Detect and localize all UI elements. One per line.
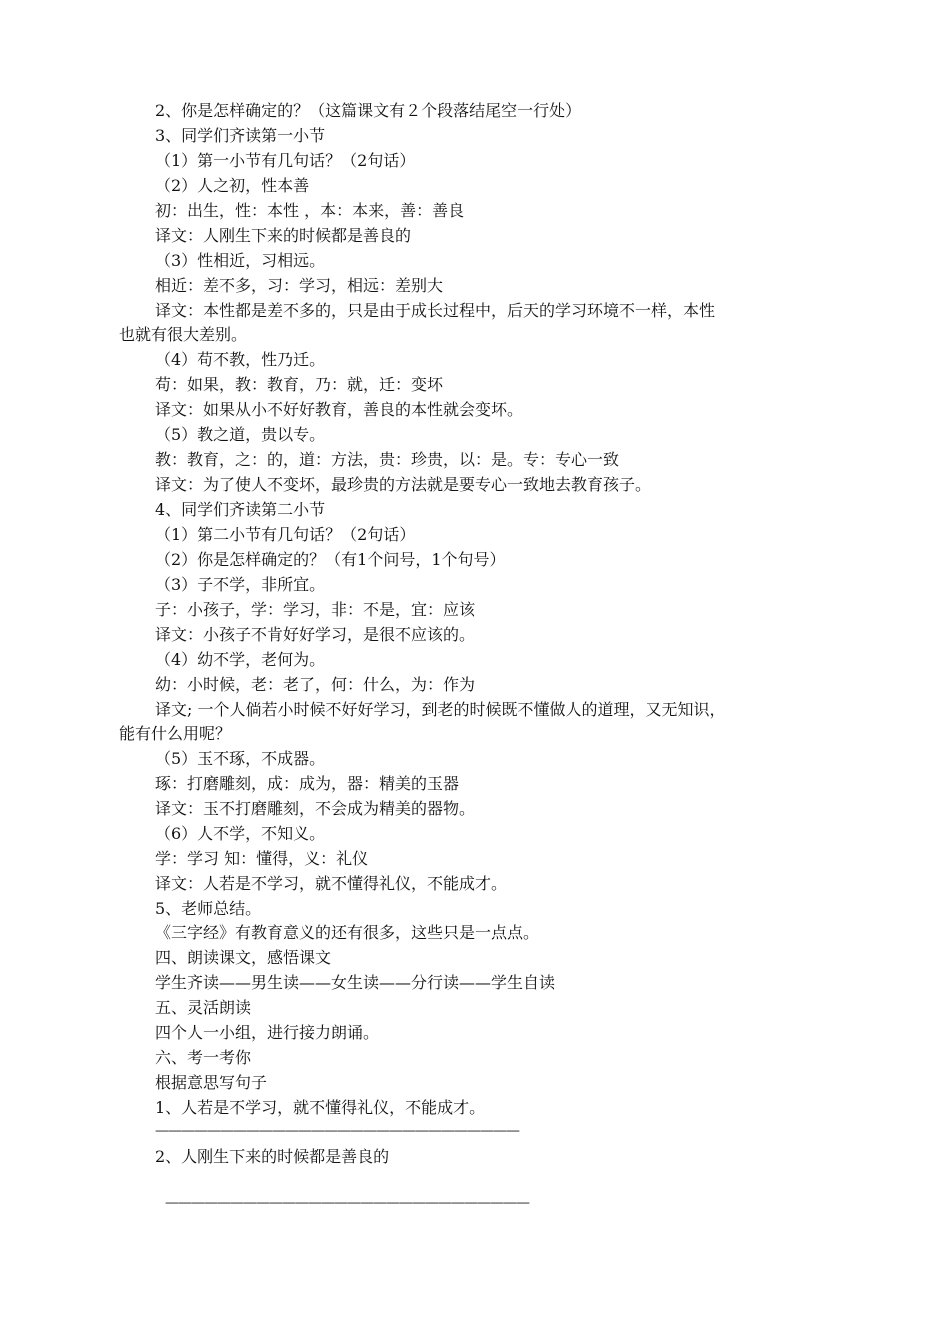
text-line: 译文：人刚生下来的时候都是善良的 (155, 226, 412, 245)
text-line: 琢：打磨雕刻，成：成为，器：精美的玉器 (155, 774, 460, 793)
text-line: 译文; 一个人倘若小时候不好好学习，到老的时候既不懂做人的道理，又无知识， (155, 700, 726, 719)
text-line: （3）性相近，习相远。 (155, 251, 326, 270)
text-line: 四个人一小组，进行接力朗诵。 (155, 1023, 380, 1042)
text-line: 3、同学们齐读第一小节 (155, 126, 326, 145)
text-line: 相近：差不多，习：学习，相远：差别大 (155, 276, 444, 295)
text-line: 学：学习 知：懂得，义：礼仪 (155, 849, 369, 868)
answer-line: ———————————————————————————— (165, 1195, 529, 1211)
text-line: 4、同学们齐读第二小节 (155, 500, 326, 519)
text-line: 译文：玉不打磨雕刻，不会成为精美的器物。 (155, 799, 476, 818)
text-line: （1）第一小节有几句话？（2句话） (155, 151, 416, 170)
text-line: 译文：小孩子不肯好好学习，是很不应该的。 (155, 625, 476, 644)
text-line: 幼：小时候，老：老了，何：什么，为：作为 (155, 675, 476, 694)
text-line: 译文：如果从小不好好教育，善良的本性就会变坏。 (155, 400, 524, 419)
text-line: 1、人若是不学习，就不懂得礼仪，不能成才。 (155, 1098, 486, 1117)
text-line: 2、你是怎样确定的？（这篇课文有２个段落结尾空一行处） (155, 101, 582, 120)
text-line: 子：小孩子，学：学习，非：不是，宜：应该 (155, 600, 476, 619)
text-line: （1）第二小节有几句话？（2句话） (155, 525, 416, 544)
text-line: 译文：人若是不学习，就不懂得礼仪，不能成才。 (155, 874, 508, 893)
text-line: 5、老师总结。 (155, 899, 262, 918)
text-line: 苟：如果，教：教育，乃：就，迁：变坏 (155, 375, 444, 394)
text-line: 2、人刚生下来的时候都是善良的 (155, 1147, 390, 1166)
text-line: 五、灵活朗读 (155, 998, 252, 1017)
text-line: （5）教之道，贵以专。 (155, 425, 326, 444)
text-line: 也就有很大差别。 (119, 325, 248, 344)
text-line: 根据意思写句子 (155, 1073, 268, 1092)
text-line: （3）子不学，非所宜。 (155, 575, 326, 594)
text-line: （4）幼不学，老何为。 (155, 650, 326, 669)
text-line: （2）你是怎样确定的？（有1个问号，1个句号） (155, 550, 506, 569)
text-line: 《三字经》有教育意义的还有很多，这些只是一点点。 (155, 923, 540, 942)
text-line: 四、朗读课文，感悟课文 (155, 948, 332, 967)
text-line: 六、考一考你 (155, 1048, 252, 1067)
text-line: 译文：本性都是差不多的，只是由于成长过程中，后天的学习环境不一样，本性 (155, 301, 716, 320)
text-line: （6）人不学，不知义。 (155, 824, 326, 843)
text-line: 译文：为了使人不变坏，最珍贵的方法就是要专心一致地去教育孩子。 (155, 475, 652, 494)
text-line: （5）玉不琢，不成器。 (155, 749, 326, 768)
answer-line: ———————————————————————————— (155, 1123, 519, 1139)
text-line: （4）苟不教，性乃迁。 (155, 350, 326, 369)
text-line: （2）人之初，性本善 (155, 176, 310, 195)
text-line: 教：教育，之：的，道：方法，贵：珍贵，以：是。专：专心一致 (155, 450, 620, 469)
text-line: 学生齐读——男生读——女生读——分行读——学生自读 (155, 973, 556, 992)
text-line: 初：出生，性：本性 ，本：本来，善：善良 (155, 201, 465, 220)
text-line: 能有什么用呢？ (119, 724, 232, 743)
